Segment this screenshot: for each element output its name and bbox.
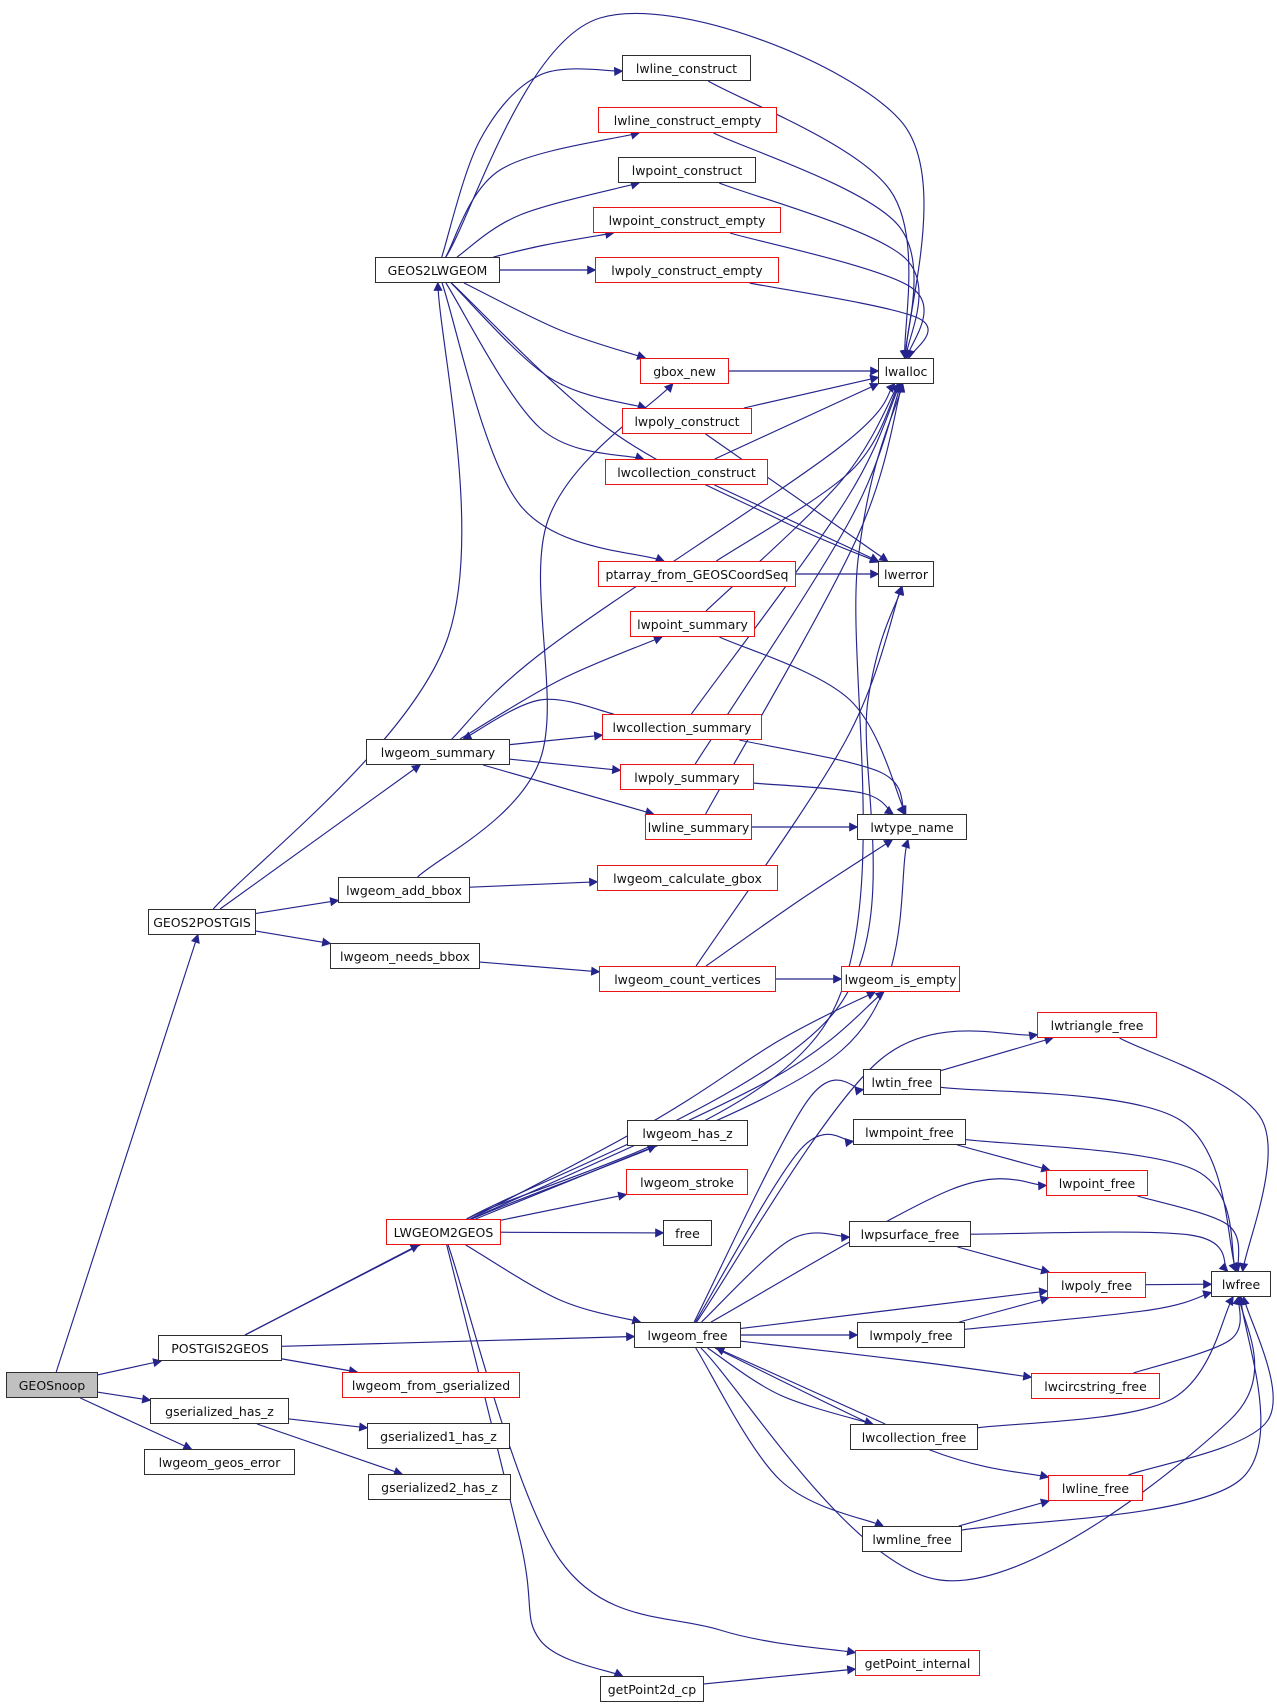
node-lwpoint_summary[interactable] <box>630 611 755 637</box>
edge-lwcollection_construct-lwerror <box>714 485 878 561</box>
edge-LWGEOM2GEOS-free <box>501 1232 663 1233</box>
edge-lwpoint_construct_empty-lwalloc <box>730 233 924 358</box>
node-lwgeom_free[interactable] <box>634 1322 741 1348</box>
edge-lwgeom_summary-lwpoly_summary <box>510 759 620 770</box>
edge-LWGEOM2GEOS-lwgeom_stroke <box>501 1195 626 1221</box>
node-getPoint2d_cp[interactable] <box>600 1676 704 1702</box>
node-label: lwgeom_is_empty <box>844 971 957 987</box>
node-label: gbox_new <box>653 363 716 379</box>
edge-lwcollection_summary-lwtype_name <box>739 740 904 814</box>
node-lwalloc[interactable] <box>878 358 934 384</box>
node-lwpoly_construct[interactable] <box>622 408 752 434</box>
node-lwtriangle_free[interactable] <box>1037 1012 1157 1038</box>
node-lwgeom_is_empty[interactable] <box>841 966 960 992</box>
node-lwpsurface_free[interactable] <box>849 1221 971 1247</box>
edge-GEOS2LWGEOM-gbox_new <box>464 283 645 358</box>
edge-lwmpoint_free-lwfree <box>966 1140 1236 1271</box>
edge-GEOS2LWGEOM-lwpoint_construct_empty <box>493 233 613 257</box>
node-label: lwpoly_summary <box>634 769 740 785</box>
node-lwerror[interactable] <box>878 561 934 587</box>
edge-lwcollection_free-lwfree <box>978 1297 1233 1428</box>
edge-lwgeom_needs_bbox-lwgeom_count_vertices <box>480 962 599 972</box>
node-label: gserialized_has_z <box>165 1403 274 1419</box>
edge-gserialized_has_z-gserialized1_has_z <box>289 1419 367 1428</box>
node-label: lwerror <box>884 566 928 582</box>
node-label: ptarray_from_GEOSCoordSeq <box>605 566 789 582</box>
edge-GEOS2POSTGIS-GEOS2LWGEOM <box>213 283 462 909</box>
node-label: lwpoint_construct <box>631 162 743 178</box>
node-label: lwpoly_construct <box>634 413 740 429</box>
edge-lwgeom_free-lwline_free <box>715 1348 1048 1477</box>
edge-POSTGIS2GEOS-lwgeom_free <box>282 1336 634 1346</box>
edge-GEOS2POSTGIS-lwgeom_add_bbox <box>256 900 338 913</box>
node-ptarray_from_GEOSCoordSeq[interactable] <box>598 561 796 587</box>
node-free[interactable] <box>663 1220 712 1246</box>
node-lwcircstring_free[interactable] <box>1031 1373 1160 1399</box>
edge-lwpoly_summary-lwtype_name <box>754 783 893 814</box>
node-label: LWGEOM2GEOS <box>393 1224 494 1240</box>
node-lwtin_free[interactable] <box>863 1069 941 1095</box>
edge-GEOSnoop-gserialized_has_z <box>98 1392 150 1400</box>
edge-lwmpoint_free-lwpoint_free <box>957 1145 1049 1170</box>
node-lwgeom_count_vertices[interactable] <box>599 966 776 992</box>
node-gserialized_has_z[interactable] <box>150 1398 289 1424</box>
node-label: lwcollection_summary <box>612 719 752 735</box>
node-getPoint_internal[interactable] <box>855 1650 980 1676</box>
node-label: lwtype_name <box>870 819 954 835</box>
node-lwpoly_construct_empty[interactable] <box>595 257 779 283</box>
node-lwpoly_summary[interactable] <box>620 764 754 790</box>
node-label: lwmpoint_free <box>865 1124 954 1140</box>
node-label: gserialized2_has_z <box>381 1479 498 1495</box>
edge-lwcircstring_free-lwfree <box>1134 1297 1241 1373</box>
edge-lwgeom_count_vertices-lwtype_name <box>706 840 892 966</box>
node-lwpoly_free[interactable] <box>1047 1272 1146 1298</box>
node-lwcollection_free[interactable] <box>850 1424 978 1450</box>
node-label: lwgeom_summary <box>380 744 496 760</box>
node-label: lwline_free <box>1061 1480 1130 1496</box>
node-label: lwmpoly_free <box>869 1327 953 1343</box>
node-label: POSTGIS2GEOS <box>171 1340 269 1356</box>
edge-LWGEOM2GEOS-lwalloc <box>467 384 903 1219</box>
node-LWGEOM2GEOS[interactable] <box>386 1219 501 1245</box>
node-lwline_free[interactable] <box>1048 1475 1143 1501</box>
node-POSTGIS2GEOS[interactable] <box>158 1335 282 1361</box>
node-lwmpoly_free[interactable] <box>857 1322 965 1348</box>
edge-lwcollection_summary-lwgeom_summary <box>464 699 614 739</box>
edge-GEOSnoop-GEOS2POSTGIS <box>56 935 198 1372</box>
node-label: getPoint_internal <box>864 1655 971 1671</box>
node-label: lwalloc <box>884 363 928 379</box>
node-label: lwcollection_construct <box>617 464 756 480</box>
node-label: free <box>675 1225 700 1241</box>
edge-lwcollection_free-lwgeom_free <box>716 1348 885 1424</box>
node-label: lwgeom_count_vertices <box>614 971 761 987</box>
edge-LWGEOM2GEOS-getPoint2d_cp <box>447 1245 623 1676</box>
node-label: lwpoly_construct_empty <box>611 262 763 278</box>
node-label: getPoint2d_cp <box>607 1681 697 1697</box>
node-label: GEOSnoop <box>18 1377 86 1393</box>
edge-lwgeom_summary-lwcollection_summary <box>510 735 602 744</box>
node-lwpoint_construct[interactable] <box>618 157 756 183</box>
node-lwpoint_construct_empty[interactable] <box>593 207 781 233</box>
node-label: lwline_summary <box>647 819 750 835</box>
node-label: lwgeom_geos_error <box>158 1454 281 1470</box>
edge-LWGEOM2GEOS-lwgeom_free <box>466 1245 640 1322</box>
node-label: lwtriangle_free <box>1050 1017 1144 1033</box>
node-lwgeom_add_bbox[interactable] <box>338 877 470 903</box>
node-label: lwgeom_has_z <box>642 1125 733 1141</box>
node-lwtype_name[interactable] <box>857 814 967 840</box>
edge-lwgeom_free-lwpsurface_free <box>702 1233 849 1322</box>
node-lwline_summary[interactable] <box>645 814 752 840</box>
node-label: lwpoly_free <box>1060 1277 1133 1293</box>
edge-GEOS2LWGEOM-lwpoly_construct <box>451 283 646 408</box>
node-label: lwgeom_stroke <box>640 1174 734 1190</box>
node-label: lwline_construct <box>635 60 738 76</box>
node-gserialized1_has_z[interactable] <box>367 1423 510 1449</box>
node-lwgeom_calculate_gbox[interactable] <box>597 865 778 891</box>
node-lwcollection_construct[interactable] <box>605 459 768 485</box>
edge-lwtin_free-lwtriangle_free <box>941 1038 1053 1071</box>
node-GEOSnoop <box>6 1372 98 1398</box>
node-lwline_construct[interactable] <box>622 55 751 81</box>
node-label: lwtin_free <box>871 1074 933 1090</box>
node-label: lwpsurface_free <box>860 1226 960 1242</box>
edge-GEOSnoop-POSTGIS2GEOS <box>98 1361 161 1375</box>
edge-lwpoint_free-lwfree <box>1138 1196 1239 1271</box>
node-label: lwcollection_free <box>861 1429 967 1445</box>
edge-lwmpoly_free-lwpoly_free <box>959 1298 1048 1322</box>
node-label: lwpoint_construct_empty <box>608 212 766 228</box>
node-lwgeom_from_gserialized[interactable] <box>342 1372 520 1398</box>
node-label: lwline_construct_empty <box>613 112 762 128</box>
edge-lwline_summary-lwalloc <box>706 384 903 814</box>
edge-POSTGIS2GEOS-lwgeom_from_gserialized <box>282 1359 357 1372</box>
node-lwgeom_needs_bbox[interactable] <box>330 943 480 969</box>
node-label: lwmline_free <box>872 1531 952 1547</box>
node-lwgeom_summary[interactable] <box>366 739 510 765</box>
node-label: GEOS2POSTGIS <box>153 914 251 930</box>
node-label: lwgeom_from_gserialized <box>351 1377 511 1393</box>
node-lwgeom_has_z[interactable] <box>627 1120 748 1146</box>
edge-lwgeom_free-lwpoint_free <box>711 1179 1046 1322</box>
node-label: lwcircstring_free <box>1044 1378 1147 1394</box>
node-lwpoint_free[interactable] <box>1046 1170 1148 1196</box>
node-label: lwpoint_free <box>1058 1175 1136 1191</box>
node-label: GEOS2LWGEOM <box>387 262 488 278</box>
node-label: lwgeom_needs_bbox <box>340 948 470 964</box>
node-gbox_new[interactable] <box>640 358 729 384</box>
edge-lwpsurface_free-lwpoly_free <box>958 1247 1049 1272</box>
node-lwfree[interactable] <box>1211 1271 1271 1297</box>
edge-lwpoly_construct_empty-lwalloc <box>750 283 929 358</box>
node-label: lwgeom_calculate_gbox <box>613 870 762 886</box>
node-lwcollection_summary[interactable] <box>602 714 762 740</box>
node-label: lwfree <box>1221 1276 1261 1292</box>
node-label: lwpoint_summary <box>637 616 748 632</box>
edge-getPoint2d_cp-getPoint_internal <box>704 1669 855 1684</box>
node-label: lwgeom_add_bbox <box>346 882 462 898</box>
node-label: gserialized1_has_z <box>380 1428 497 1444</box>
node-lwline_construct_empty[interactable] <box>598 107 777 133</box>
edge-GEOS2POSTGIS-lwgeom_needs_bbox <box>256 931 330 943</box>
node-lwgeom_stroke[interactable] <box>626 1169 748 1195</box>
node-lwgeom_geos_error[interactable] <box>144 1449 295 1475</box>
edge-lwpsurface_free-lwfree <box>971 1232 1227 1271</box>
node-GEOS2POSTGIS[interactable] <box>148 909 256 935</box>
edge-lwgeom_add_bbox-lwgeom_calculate_gbox <box>470 882 597 887</box>
node-GEOS2LWGEOM[interactable] <box>375 257 500 283</box>
edge-lwgeom_free-lwmpoint_free <box>695 1134 853 1322</box>
node-lwmpoint_free[interactable] <box>853 1119 966 1145</box>
node-gserialized2_has_z[interactable] <box>368 1474 511 1500</box>
edge-POSTGIS2GEOS-lwgeom_is_empty <box>245 992 875 1335</box>
node-label: lwgeom_free <box>647 1327 728 1343</box>
node-lwmline_free[interactable] <box>862 1526 962 1552</box>
